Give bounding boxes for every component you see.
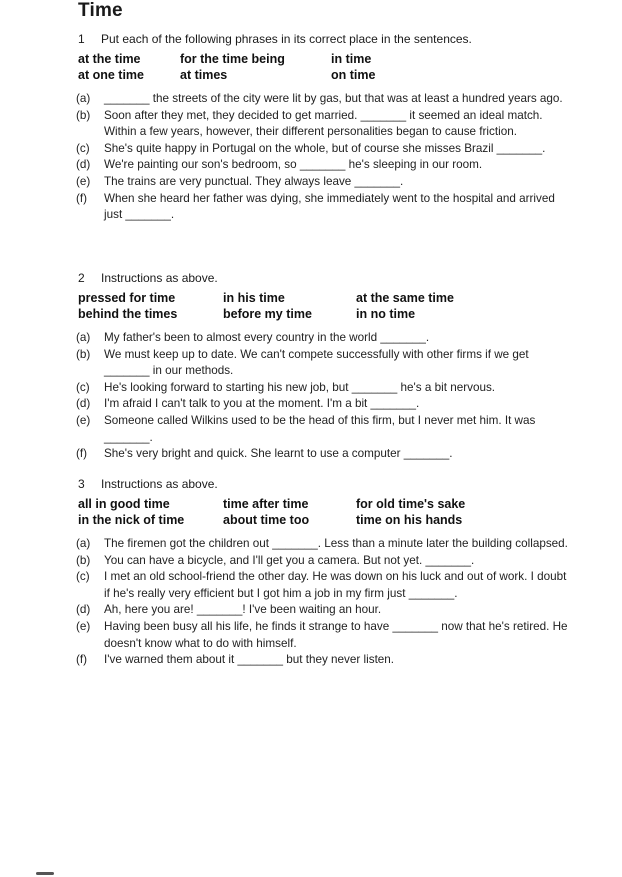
item-label: (c) bbox=[76, 141, 90, 155]
phrase: about time too bbox=[223, 513, 310, 527]
item-label: (e) bbox=[76, 174, 91, 188]
sentence-item bbox=[78, 157, 568, 174]
sentence-item bbox=[78, 380, 568, 397]
sentence-item bbox=[78, 553, 568, 570]
phrase: in the nick of time bbox=[78, 513, 185, 527]
exercise-number: 3 bbox=[78, 477, 85, 491]
instruction-text: Put each of the following phrases in its correct place in the sentences. bbox=[101, 32, 472, 46]
phrase: in his time bbox=[223, 291, 285, 305]
phrase: pressed for time bbox=[78, 291, 176, 305]
item-text: We must keep up to date. We can't compete successfully with other firms if we get _______ in our methods. bbox=[104, 347, 529, 378]
exercise-section-2 bbox=[78, 270, 568, 463]
instruction bbox=[78, 31, 568, 47]
instruction bbox=[78, 270, 568, 286]
sentence-item bbox=[78, 347, 568, 380]
sentence-item bbox=[78, 619, 568, 652]
exercise-section-3 bbox=[78, 476, 568, 669]
item-text: She's quite happy in Portugal on the whole, but of course she misses Brazil _______. bbox=[104, 141, 546, 155]
phrase: time after time bbox=[223, 497, 309, 511]
instruction bbox=[78, 476, 568, 492]
sentence-item bbox=[78, 174, 568, 191]
item-text: He's looking forward to starting his new job, but _______ he's a bit nervous. bbox=[104, 380, 496, 394]
phrase: for the time being bbox=[180, 52, 285, 66]
sentence-item bbox=[78, 446, 568, 463]
phrase-list bbox=[78, 290, 568, 322]
item-text: She's very bright and quick. She learnt to use a computer _______. bbox=[104, 447, 453, 461]
item-label: (f) bbox=[76, 447, 88, 461]
page-title: Time bbox=[78, 0, 123, 21]
phrase: time on his hands bbox=[356, 513, 463, 527]
phrase: at one time bbox=[78, 68, 144, 82]
item-text: I'm afraid I can't talk to you at the moment. I'm a bit _______. bbox=[104, 397, 420, 411]
item-label: (f) bbox=[76, 191, 88, 205]
item-text: Someone called Wilkins used to be the head of this firm, but I never met him. It was _______. bbox=[104, 413, 536, 444]
sentence-item bbox=[78, 91, 568, 108]
phrase: all in good time bbox=[78, 497, 170, 511]
item-text: My father's been to almost every country in the world _______. bbox=[104, 331, 430, 344]
sentence-item bbox=[78, 396, 568, 413]
phrase: at times bbox=[180, 68, 228, 82]
exercise-number: 2 bbox=[78, 271, 85, 285]
instruction-text: Instructions as above. bbox=[101, 271, 218, 285]
phrase: on time bbox=[331, 68, 376, 82]
item-label: (d) bbox=[76, 603, 91, 617]
sentence-item bbox=[78, 141, 568, 158]
item-text: I've warned them about it _______ but they never listen. bbox=[104, 653, 395, 667]
phrase-list bbox=[78, 496, 568, 528]
sentence-item bbox=[78, 108, 568, 141]
phrase-list bbox=[78, 51, 568, 83]
item-label: (a) bbox=[76, 92, 91, 105]
item-label: (e) bbox=[76, 619, 91, 633]
item-label: (f) bbox=[76, 653, 88, 667]
item-text: Soon after they met, they decided to get married. _______ it seemed an ideal match. Within a few years, however, their different personalities began to cause friction. bbox=[104, 108, 543, 139]
phrase: behind the times bbox=[78, 307, 178, 321]
item-label: (d) bbox=[76, 158, 91, 172]
item-text: We're painting our son's bedroom, so _______ he's sleeping in our room. bbox=[104, 158, 483, 172]
phrase: in no time bbox=[356, 307, 416, 321]
phrase: for old time's sake bbox=[356, 497, 466, 511]
item-label: (c) bbox=[76, 380, 90, 394]
item-label: (b) bbox=[76, 108, 91, 122]
item-text: When she heard her father was dying, she immediately went to the hospital and arrived just _______. bbox=[104, 191, 555, 222]
item-label: (e) bbox=[76, 413, 91, 427]
item-text: The firemen got the children out _______. Less than a minute later the building collapsed. bbox=[104, 537, 568, 550]
item-text: I met an old school-friend the other day. He was down on his luck and out of work. I doubt if he's really very efficient but I got him a job in my firm just _______. bbox=[104, 570, 567, 600]
item-text: _______ the streets of the city were lit by gas, but that was at least a hundred years ago. bbox=[104, 92, 563, 105]
phrase: in time bbox=[331, 52, 372, 66]
phrase: at the same time bbox=[356, 291, 454, 305]
phrase: before my time bbox=[223, 307, 312, 321]
sentence-item bbox=[78, 652, 568, 669]
item-label: (a) bbox=[76, 537, 91, 550]
exercise-section-1 bbox=[78, 31, 568, 224]
item-label: (a) bbox=[76, 331, 91, 344]
item-text: You can have a bicycle, and I'll get you a camera. But not yet. _______. bbox=[104, 553, 475, 567]
sentence-item bbox=[78, 330, 568, 347]
exercise-number: 1 bbox=[78, 32, 85, 46]
phrase: at the time bbox=[78, 52, 141, 66]
item-text: Ah, here you are! _______! I've been waiting an hour. bbox=[104, 603, 382, 617]
sentence-item bbox=[78, 191, 568, 224]
item-label: (d) bbox=[76, 397, 91, 411]
item-text: Having been busy all his life, he finds it strange to have _______ now that he's retired. He doesn't know what to do with himself. bbox=[104, 619, 568, 650]
sentence-item bbox=[78, 536, 568, 553]
sentence-item bbox=[78, 569, 568, 602]
item-label: (b) bbox=[76, 347, 91, 361]
item-label: (c) bbox=[76, 570, 90, 584]
sentence-item bbox=[78, 413, 568, 446]
item-label: (b) bbox=[76, 553, 91, 567]
sentence-item bbox=[78, 602, 568, 619]
item-text: The trains are very punctual. They always leave _______. bbox=[104, 174, 404, 188]
page-edge-mark bbox=[36, 872, 54, 875]
instruction-text: Instructions as above. bbox=[101, 477, 218, 491]
